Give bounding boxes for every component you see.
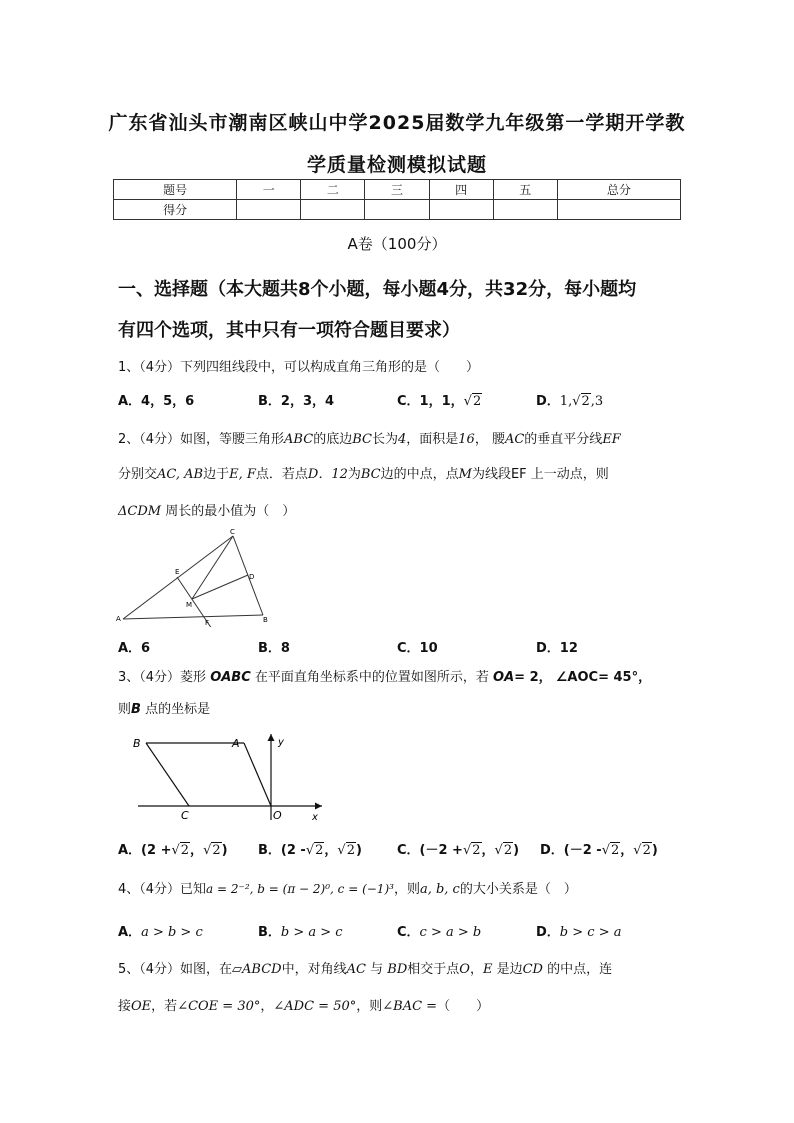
q3-option-b[interactable]: B．(2 -√2，√2) xyxy=(258,843,362,858)
section-heading-line1: 一、选择题（本大题共8个小题，每小题4分，共32分，每小题均 xyxy=(118,279,637,300)
q3-option-c[interactable]: C．(－2 +√2，√2) xyxy=(397,843,520,858)
side-ac xyxy=(123,536,233,619)
q1-option-d[interactable]: D．1,√2,3 xyxy=(536,394,604,409)
q1-option-a[interactable]: A．4，5，6 xyxy=(118,394,195,409)
label-b: B xyxy=(133,737,141,750)
q2-option-a[interactable]: A．6 xyxy=(118,641,151,656)
score-cell xyxy=(429,200,493,220)
score-cell xyxy=(237,200,301,220)
score-cell xyxy=(301,200,365,220)
q1-option-d-label: D． xyxy=(536,394,560,409)
q3-rhombus-figure xyxy=(128,730,338,825)
q2-triangle-figure xyxy=(115,527,275,627)
label-c: C xyxy=(230,528,235,536)
x-axis-arrow-icon xyxy=(315,803,322,810)
question-5-line2: 接OE，若∠COE = 30°，∠ADC = 50°，则∠BAC =（ ） xyxy=(118,999,490,1014)
q1-option-b[interactable]: B．2，3，4 xyxy=(258,394,335,409)
question-1-text: 1、（4分）下列四组线段中，可以构成直角三角形的是（ ） xyxy=(118,360,480,375)
q3-option-a[interactable]: A．(2 +√2，√2) xyxy=(118,843,228,858)
q1-d-value-2: ,3 xyxy=(590,394,604,409)
question-2-line2: 分别交AC, AB边于E, F点．若点D．12为BC边的中点，点M为线段EF 上一动点，则 xyxy=(118,467,609,482)
label-x: x xyxy=(312,812,318,823)
question-3-line2: 则B 点的坐标是 xyxy=(118,702,211,717)
row-label: 得分 xyxy=(114,200,237,220)
score-table-header-row xyxy=(114,180,681,200)
question-5-line1: 5、（4分）如图，在▱ABCD中，对角线AC 与 BD相交于点O，E 是边CD 的中点，连 xyxy=(118,962,613,977)
label-y: y xyxy=(278,737,284,748)
label-a: A xyxy=(116,615,121,623)
sqrt-radicand: 2 xyxy=(581,394,590,409)
side-bc xyxy=(146,743,189,806)
segment-cm xyxy=(192,536,233,599)
q3-option-d[interactable]: D．(－2 -√2，√2) xyxy=(540,843,658,858)
volume-title: A卷（100分） xyxy=(347,235,447,253)
side-ab xyxy=(123,615,263,619)
header-cell: 总分 xyxy=(557,180,680,200)
score-cell xyxy=(365,200,429,220)
header-cell: 题号 xyxy=(114,180,237,200)
q4-option-c[interactable]: C．c > a > b xyxy=(397,925,482,940)
label-d: D xyxy=(249,573,255,581)
q1-option-c[interactable]: C．1，1，√2 xyxy=(397,394,482,409)
score-cell xyxy=(557,200,680,220)
header-cell: 三 xyxy=(365,180,429,200)
q4-option-a[interactable]: A．a > b > c xyxy=(118,925,203,940)
header-cell: 一 xyxy=(237,180,301,200)
label-m: M xyxy=(186,601,193,609)
q2-option-c[interactable]: C．10 xyxy=(397,641,438,656)
label-o: O xyxy=(273,809,282,822)
score-cell xyxy=(493,200,557,220)
label-e: E xyxy=(175,568,180,576)
q2-option-d[interactable]: D．12 xyxy=(536,641,578,656)
q2-option-b[interactable]: B．8 xyxy=(258,641,290,656)
label-c: C xyxy=(181,809,189,822)
exam-title-line2: 学质量检测模拟试题 xyxy=(306,154,487,176)
q1-d-value: 1, xyxy=(559,394,573,409)
q4-option-d[interactable]: D．b > c > a xyxy=(536,925,622,940)
score-table-score-row xyxy=(114,200,681,220)
sqrt-radicand: 2 xyxy=(472,394,482,409)
header-cell: 四 xyxy=(429,180,493,200)
q1-option-c-label: C．1，1， xyxy=(397,394,464,409)
question-4-text: 4、（4分）已知a = 2⁻², b = (π − 2)⁰, c = (−1)³，则a, b, c的大小关系是（ ） xyxy=(118,882,577,897)
question-2-line1: 2、（4分）如图，等腰三角形ABC的底边BC长为4，面积是16， 腰AC的垂直平分线EF xyxy=(118,432,621,447)
y-axis-arrow-icon xyxy=(268,734,275,741)
label-f: F xyxy=(205,619,210,627)
question-2-line3: ΔCDM 周长的最小值为（ ） xyxy=(118,504,296,519)
header-cell: 五 xyxy=(493,180,557,200)
label-b: B xyxy=(263,616,268,624)
label-a: A xyxy=(232,737,240,750)
exam-title-line1: 广东省汕头市潮南区峡山中学2025届数学九年级第一学期开学教 xyxy=(108,112,686,134)
score-table xyxy=(113,179,681,220)
q4-option-b[interactable]: B．b > a > c xyxy=(258,925,343,940)
side-ao xyxy=(244,743,271,806)
question-3-line1: 3、（4分）菱形 OABC 在平面直角坐标系中的位置如图所示，若 OA= 2， ∠AOC= 45°， xyxy=(118,670,652,685)
header-cell: 二 xyxy=(301,180,365,200)
section-heading-line2: 有四个选项，其中只有一项符合题目要求） xyxy=(118,320,460,341)
